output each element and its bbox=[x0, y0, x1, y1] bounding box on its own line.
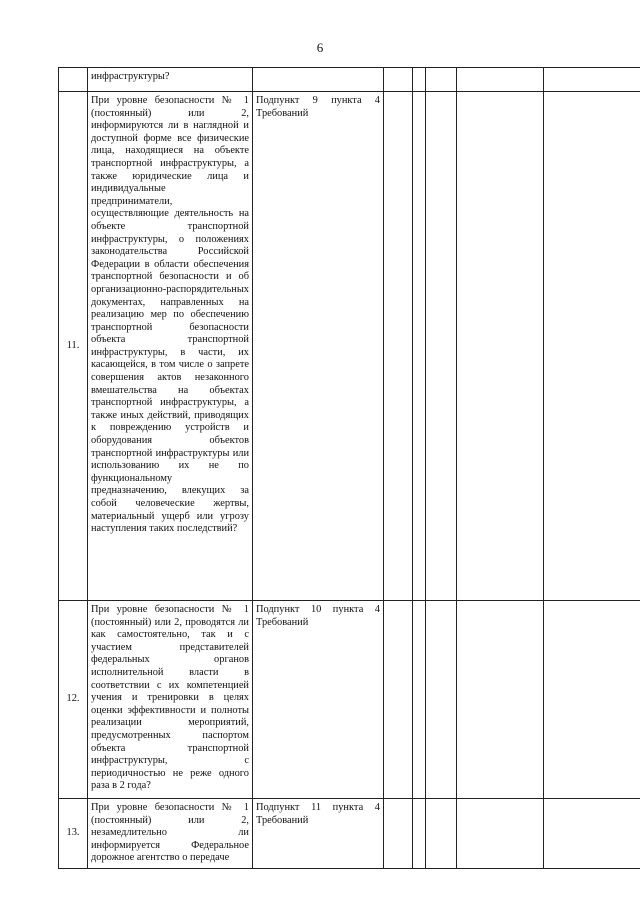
question-cell: При уровне безопасности № 1 (постоянный) или 2, незамедлительно ли информируется Федеральное дорожное агентство о передаче bbox=[88, 799, 253, 869]
empty-cell bbox=[413, 799, 426, 869]
empty-cell bbox=[384, 92, 413, 601]
empty-cell bbox=[426, 68, 457, 92]
table-row bbox=[59, 799, 640, 869]
empty-cell bbox=[384, 601, 413, 799]
checklist-table bbox=[58, 67, 640, 869]
row-number-cell: 12. bbox=[59, 601, 88, 799]
table-row bbox=[59, 92, 640, 601]
empty-cell bbox=[544, 68, 640, 92]
empty-cell bbox=[544, 799, 640, 869]
empty-cell bbox=[457, 68, 544, 92]
reference-cell: Подпункт 10 пункта 4 Требований bbox=[253, 601, 384, 799]
question-cell: При уровне безопасности № 1 (постоянный) или 2, информируются ли в наглядной и доступной форме все физические лица, находящиеся на объекте транспортной инфраструктуры, а также юридические лица и индивидуальные предприниматели, осуществляющие деятельность на объекте транспортной инфраструктуры, о положениях законодательства Российской Федерации в области обеспечения транспортной безопасности и об организационно-распорядительных документах, направленных на реализацию мер по обеспечению транспортной безопасности объекта транспортной инфраструктуры, в части, их касающейся, в том числе о запрете совершения актов незаконного вмешательства на объектах транспортной инфраструктуры, а также иных действий, приводящих к повреждению устройств и оборудования объектов транспортной инфраструктуры или использованию их не по функциональному предназначению, влекущих за собой человеческие жертвы, материальный ущерб или угрозу наступления таких последствий? bbox=[88, 92, 253, 601]
empty-cell bbox=[413, 601, 426, 799]
reference-cell: Подпункт 9 пункта 4 Требований bbox=[253, 92, 384, 601]
row-number-cell: 11. bbox=[59, 92, 88, 601]
table-row bbox=[59, 601, 640, 799]
empty-cell bbox=[384, 799, 413, 869]
empty-cell bbox=[544, 601, 640, 799]
empty-cell bbox=[413, 68, 426, 92]
question-cell: При уровне безопасности № 1 (постоянный) или 2, проводятся ли как самостоятельно, так и с участием представителей федеральных органов исполнительной власти в соответствии с их компетенцией учения и тренировки в целях оценки эффективности и полноты реализации мероприятий, предусмотренных паспортом объекта транспортной инфраструктуры, с периодичностью не реже одного раза в 2 года? bbox=[88, 601, 253, 799]
reference-cell bbox=[253, 68, 384, 92]
table-row bbox=[59, 68, 640, 92]
question-cell: инфраструктуры? bbox=[88, 68, 253, 92]
row-number-cell bbox=[59, 68, 88, 92]
empty-cell bbox=[457, 601, 544, 799]
empty-cell bbox=[426, 601, 457, 799]
page-number: 6 bbox=[316, 40, 324, 55]
empty-cell bbox=[426, 92, 457, 601]
row-number-cell: 13. bbox=[59, 799, 88, 869]
empty-cell bbox=[457, 92, 544, 601]
empty-cell bbox=[384, 68, 413, 92]
empty-cell bbox=[426, 799, 457, 869]
empty-cell bbox=[544, 92, 640, 601]
reference-cell: Подпункт 11 пункта 4 Требований bbox=[253, 799, 384, 869]
empty-cell bbox=[413, 92, 426, 601]
empty-cell bbox=[457, 799, 544, 869]
